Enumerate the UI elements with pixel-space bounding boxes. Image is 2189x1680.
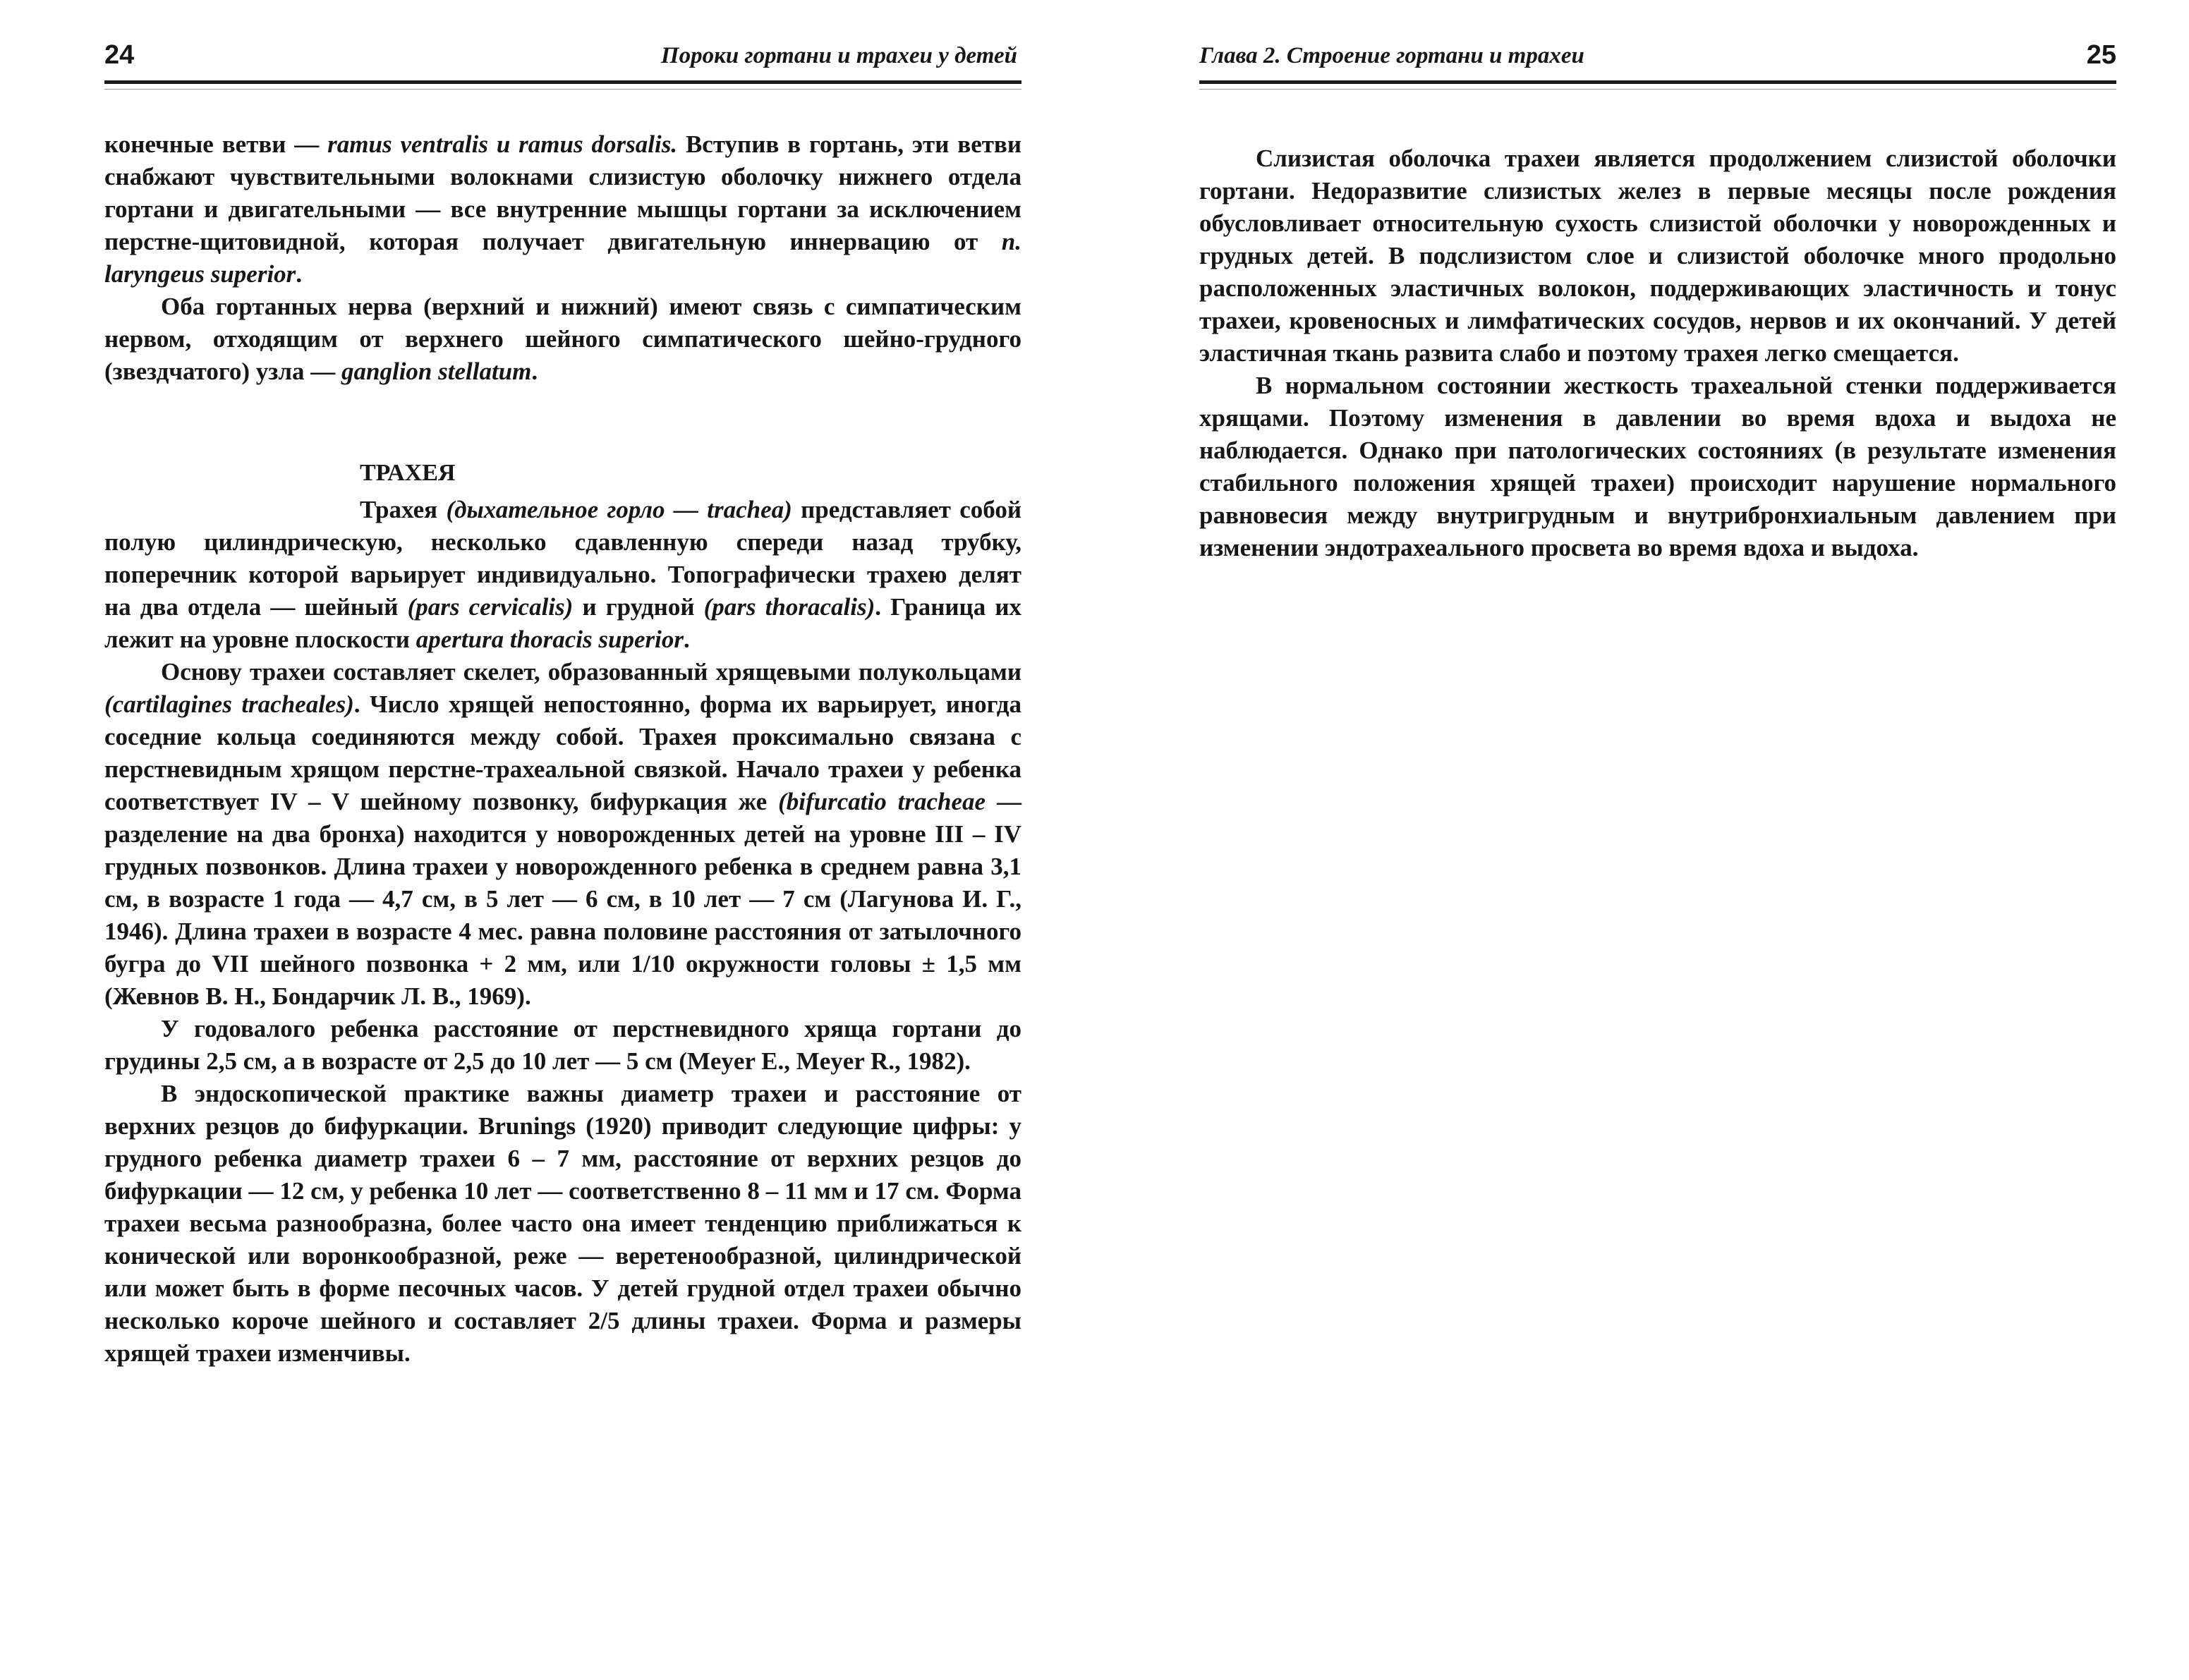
left-running-head [104, 35, 1021, 78]
left-running-title: Пороки гортани и трахеи у детей [660, 43, 1017, 68]
paragraph: Основу трахеи составляет скелет, образованный хрящевыми полукольцами (cartilagines tracheales). Число хрящей непостоянно, форма их варьирует, иногда соседние кольца соединяются между собой. Трахея проксимально связана с перстневидным хрящом перстне-трахеальной связкой. Начало трахеи у ребенка соответствует IV – V шейному позвонку, бифуркация же (bifurcatio tracheae — разделение на два бронха) находится у новорожденных детей на уровне III – IV грудных позвонков. Длина трахеи у новорожденного ребенка в среднем равна 3,1 см, в возрасте 1 года — 4,7 см, в 5 лет — 6 см, в 10 лет — 7 см (Лагунова И. Г., 1946). Длина трахеи в возрасте 4 мес. равна половине расстояния от затылочного бугра до VII шейного позвонка + 2 мм, или 1/10 окружности головы ± 1,5 мм (Жевнов В. Н., Бондарчик Л. В., 1969). [104, 658, 1022, 1010]
paragraph: В эндоскопической практике важны диаметр трахеи и расстояние от верхних резцов до бифуркации. Brunings (1920) приводит следующие цифры: у грудного ребенка диаметр трахеи 6 – 7 мм, расстояние от верхних резцов до бифуркации — 12 см, у ребенка 10 лет — соответственно 8 – 11 мм и 17 см. Форма трахеи весьма разнообразна, более часто она имеет тенденцию приближаться к конической или воронкообразной, реже — веретенообразной, цилиндрической или может быть в форме песочных часов. У детей грудной отдел трахеи обычно несколько короче шейного и составляет 2/5 длины трахеи. Форма и размеры хрящей трахеи изменчивы. [104, 1080, 1021, 1367]
paragraph: Оба гортанных нерва (верхний и нижний) имеют связь с симпатическим нервом, отходящим от верхнего шейного симпатического шейно-грудного (звездчатого) узла — ganglion stellatum. [104, 293, 1021, 385]
right-body-text [1199, 142, 2116, 564]
left-header-rule-thin [104, 89, 1021, 90]
right-running-head [1199, 35, 2116, 78]
left-body-text [104, 128, 1021, 1370]
right-running-title: Глава 2. Строение гортани и трахеи [1199, 43, 1584, 68]
paragraph: В нормальном состоянии жесткость трахеальной стенки поддерживается хрящами. Поэтому изменения в давлении во время вдоха и выдоха не наблюдается. Однако при патологических состояниях (в результате изменения стабильного положения хрящей трахеи) происходит нарушение нормального равновесия между внутригрудным и внутрибронхиальным давлением при изменении эндотрахеального просвета во время вдоха и выдоха. [1199, 372, 2116, 561]
paragraph: Трахея (дыхательное горло — trachea) представляет собой полую цилиндрическую, несколько сдавленную спереди назад трубку, поперечник которой варьирует индивидуально. Топографически трахею делят на два отдела — шейный (pars cervicalis) и грудной (pars thoracalis). Граница их лежит на уровне плоскости apertura thoracis superior. [104, 496, 1022, 653]
paragraph: конечные ветви — ramus ventralis u ramus dorsalis. Вступив в гортань, эти ветви снабжают чувствительными волокнами слизистую оболочку нижнего отдела гортани и двигательными — все внутренние мышцы гортани за исключением перстне-щитовидной, которая получает двигательную иннервацию от n. laryngeus superior. [104, 130, 1021, 288]
right-page-number: 25 [2086, 40, 2116, 70]
right-header-rule [1199, 80, 2116, 84]
left-header-rule [104, 80, 1021, 84]
paragraph: Слизистая оболочка трахеи является продолжением слизистой оболочки гортани. Недоразвитие слизистых желез в первые месяцы после рождения обусловливает относительную сухость слизистой оболочки у новорожденных и грудных детей. В подслизистом слое и слизистой оболочке много продольно расположенных эластичных волокон, поддерживающих эластичность и тонус трахеи, кровеносных и лимфатических сосудов, нервов и их окончаний. У детей эластичная ткань развита слабо и поэтому трахея легко смещается. [1199, 145, 2116, 367]
left-page-number: 24 [104, 40, 135, 70]
right-header-rule-thin [1199, 89, 2116, 90]
paragraph: У годовалого ребенка расстояние от перстневидного хряща гортани до грудины 2,5 см, а в возрасте от 2,5 до 10 лет — 5 см (Meyer E., Meyer R., 1982). [104, 1015, 1021, 1075]
section-heading: ТРАХЕЯ [360, 460, 456, 486]
